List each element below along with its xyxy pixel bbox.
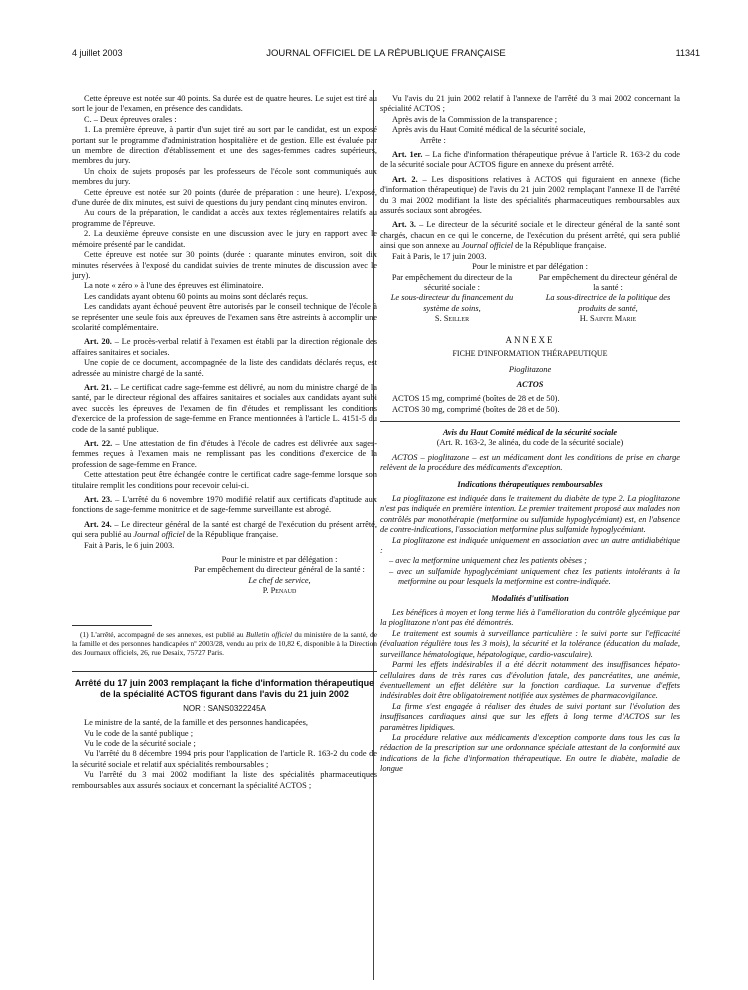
paragraph: Un choix de sujets proposés par les professeurs de l'école sont communiqués aux membres du jury. bbox=[72, 166, 377, 187]
paragraph: Le traitement est soumis à surveillance particulière : le suivi porte sur l'efficacité (évaluation régulière tous les 3 mois), la sécurité et la tolérance (éducation du malade, surveillance hématologique, hépatologique, cardio-vasculaire). bbox=[380, 628, 680, 659]
paragraph: La procédure relative aux médicaments d'exception comporte dans tous les cas la rédaction de la prescription sur une ordonnance spéciale attestant de la conformité aux indications de la fiche d'information thérapeutique. En outre le diabète, maladie de longue bbox=[380, 732, 680, 774]
article-24: Art. 24. – Le directeur général de la santé est chargé de l'exécution du présent arrêté, qui sera publié au Journal officiel de la République française. bbox=[72, 519, 377, 540]
signature-date: Fait à Paris, le 6 juin 2003. bbox=[84, 540, 175, 550]
paragraph: Vu l'avis du 21 juin 2002 relatif à l'annexe de l'arrêté du 3 mai 2002 concernant la spécialité ACTOS ; bbox=[380, 94, 680, 114]
paragraph: La firme s'est engagée à réaliser des études de suivi portant sur l'évolution des insuffisances cardiaques ainsi que sur les effets à long terme d'ACTOS sur les paramètres lipidiques. bbox=[380, 701, 680, 732]
indications-heading: Indications thérapeutiques remboursables bbox=[457, 479, 603, 489]
article-21: Art. 21. – Le certificat cadre sage-femme est délivré, au nom du ministre chargé de la santé, par le directeur régional des affaires sanitaires et sociales aux candidats ayant subi avec succès les épreuves de l'examen de fin d'études et remplissant les conditions d'exercice de la profession de sage-femme en France mentionnées à l'article L. 4151-5 du code de la santé publique. bbox=[72, 382, 377, 434]
paragraph: C. – Deux épreuves orales : bbox=[84, 114, 177, 124]
avis-text: ACTOS – pioglitazone – est un médicament dont les conditions de prise en charge relèvent de la procédure des médicaments d'exception. bbox=[380, 452, 680, 473]
paragraph: 2. La deuxième épreuve consiste en une discussion avec le jury en rapport avec le mémoire présenté par le candidat. bbox=[72, 229, 377, 249]
product-name: ACTOS bbox=[516, 379, 544, 389]
article-23: Art. 23. – L'arrêté du 6 novembre 1970 modifié relatif aux certificats d'aptitude aux fonctions de sage-femme monitrice et de sage-femme surveillante est abrogé. bbox=[72, 495, 377, 515]
drug-name: Pioglitazone bbox=[508, 365, 552, 375]
paragraph: Les bénéfices à moyen et long terme liés à l'amélioration du contrôle glycémique par la pioglitazone n'ont pas été démontrés. bbox=[380, 608, 680, 628]
paragraph: La pioglitazone est indiquée uniquement en association avec un autre antidiabétique : bbox=[380, 535, 680, 556]
signature-date: Fait à Paris, le 17 juin 2003. bbox=[392, 251, 487, 261]
paragraph: 1. La première épreuve, à partir d'un sujet tiré au sort par le candidat, est un exposé portant sur le programme d'administration hospitalière et de gestion. Elle est évaluée par un membre de direction d'établissement et une des sages-femmes cadres supérieurs, membres du jury. bbox=[72, 125, 377, 166]
left-column bbox=[72, 94, 377, 791]
annexe-heading: ANNEXE bbox=[505, 334, 555, 345]
paragraph: Les candidats ayant échoué peuvent être autorisés par le conseil technique de l'école à se représenter une seule fois aux épreuves de l'examen sans être astreints à accomplir une scolarité complémentaire. bbox=[72, 302, 377, 332]
signatory-name: S. Seiller bbox=[434, 314, 470, 324]
signature-block: Pour le ministre et par délégation : Par empêchement du directeur général de la santé : Le chef de service, P. Penaud bbox=[182, 555, 377, 597]
footnote-divider bbox=[72, 625, 152, 626]
signature-columns bbox=[380, 273, 680, 325]
paragraph: La pioglitazone est indiquée dans le traitement du diabète de type 2. La pioglitazone n'est pas indiquée en première intention. Le premier traitement proposé aux malades non contrôlés par monothérapie (metformine ou sulfamide hypoglycémiant) est, en l'absence de contre-indications, l'association metformine plus sulfamide hypoglycémiant. bbox=[380, 494, 680, 535]
avis-title: Avis du Haut Comité médical de la sécurité sociale bbox=[442, 427, 618, 437]
list-item: – avec un sulfamide hypoglycémiant uniquement chez les patients intolérants à la metformine ou pour lesquels la metformine est contre-indiquée. bbox=[398, 567, 680, 588]
paragraph: Vu le code de la sécurité sociale ; bbox=[84, 738, 196, 748]
paragraph: Vu l'arrêté du 3 mai 2002 modifiant la liste des spécialités pharmaceutiques remboursables aux assurés sociaux et concernant la spécialité ACTOS ; bbox=[72, 770, 377, 790]
indication-list bbox=[380, 556, 680, 587]
paragraph: Le ministre de la santé, de la famille et des personnes handicapées, bbox=[84, 718, 308, 728]
paragraph: Les candidats ayant obtenu 60 points au moins sont déclarés reçus. bbox=[84, 291, 308, 301]
paragraph: Cette épreuve est notée sur 40 points. Sa durée est de quatre heures. Le sujet est tiré au sort le jour de l'examen, en présence des candidats. bbox=[72, 94, 377, 114]
paragraph: Vu le code de la santé publique ; bbox=[84, 728, 194, 738]
fiche-heading: FICHE D'INFORMATION THÉRAPEUTIQUE bbox=[452, 348, 608, 358]
signatory-name: P. Penaud bbox=[262, 586, 297, 596]
arrete-title: Arrêté du 17 juin 2003 remplaçant la fiche d'information thérapeutique de la spécialité ACTOS figurant dans l'avis du 21 juin 2002 bbox=[74, 677, 375, 699]
article-20: Art. 20. – Le procès-verbal relatif à l'examen est établi par la direction régionale des affaires sanitaires et sociales. bbox=[72, 337, 377, 357]
avis-reference: (Art. R. 163-2, 3e alinéa, du code de la sécurité sociale) bbox=[436, 438, 624, 448]
arrete-heading: Arrête : bbox=[420, 135, 446, 145]
nor-reference: NOR : SANS0322245A bbox=[183, 703, 266, 713]
header-date: 4 juillet 2003 bbox=[72, 48, 123, 58]
signature-left: Par empêchement du directeur de la sécurité sociale : Le sous-directeur du financement du système de soins, S. Seiller bbox=[380, 273, 524, 325]
right-column bbox=[380, 94, 680, 775]
dosage-30: ACTOS 30 mg, comprimé (boîtes de 28 et de 50). bbox=[392, 404, 560, 414]
dosage-15: ACTOS 15 mg, comprimé (boîtes de 28 et de 50). bbox=[392, 394, 560, 404]
signatory-name: H. Sainte Marie bbox=[579, 314, 637, 324]
list-item: – avec la metformine uniquement chez les patients obèses ; bbox=[398, 556, 680, 566]
header-journal-title: JOURNAL OFFICIEL DE LA RÉPUBLIQUE FRANÇAISE bbox=[266, 48, 506, 59]
paragraph: Cette épreuve est notée sur 30 points (durée : quarante minutes environ, soit dix minutes réservées à l'exposé du candidat suivies de trente minutes de discussion avec le jury). bbox=[72, 250, 377, 280]
header-page-number: 11341 bbox=[675, 48, 700, 58]
paragraph: Une copie de ce document, accompagnée de la liste des candidats déclarés reçus, est adressée au ministre chargé de la santé. bbox=[72, 358, 377, 378]
paragraph: Parmi les effets indésirables il a été décrit notamment des insuffisances hépato-cellulaires dans de très rares cas d'évolution fatale, des pancréatites, une anémie, éventuellement un effet délétère sur la fonction cardiaque. La survenue d'effets indésirables doit être obligatoirement notifiée aux systèmes de pharmacovigilance. bbox=[380, 660, 680, 701]
paragraph: Au cours de la préparation, le candidat a accès aux textes réglementaires relatifs au programme de l'épreuve. bbox=[72, 208, 377, 228]
paragraph: Après avis du Haut Comité médical de la sécurité sociale, bbox=[392, 125, 586, 135]
modalites-heading: Modalités d'utilisation bbox=[491, 593, 569, 603]
section-divider bbox=[380, 421, 680, 422]
article-1: Art. 1er. – La fiche d'information thérapeutique prévue à l'article R. 163-2 du code de la sécurité sociale pour ACTOS figure en annexe du présent arrêté. bbox=[380, 150, 680, 170]
signature-main: Pour le ministre et par délégation : bbox=[472, 262, 588, 272]
paragraph: Cette attestation peut être échangée contre le certificat cadre sage-femme lorsque son titulaire remplit les conditions pour recevoir celui-ci. bbox=[72, 470, 377, 490]
paragraph: Après avis de la Commission de la transparence ; bbox=[392, 114, 558, 124]
paragraph: Cette épreuve est notée sur 20 points (durée de préparation : une heure). L'exposé, d'une durée de dix minutes, est suivi de questions du jury pendant cinq minutes environ. bbox=[72, 187, 377, 208]
section-divider bbox=[72, 671, 377, 672]
signature-right: Par empêchement du directeur général de la santé : La sous-directrice de la politique des produits de santé, H. Sainte Marie bbox=[536, 273, 680, 325]
article-2: Art. 2. – Les dispositions relatives à ACTOS qui figuraient en annexe (fiche d'information thérapeutique) de l'avis du 21 juin 2002 remplaçant l'annexe II de l'arrêté du 3 mai 2002 modifiant la liste des spécialités pharmaceutiques remboursables aux assurés sociaux sont abrogées. bbox=[380, 174, 680, 216]
page-header bbox=[72, 48, 700, 64]
paragraph: La note « zéro » à l'une des épreuves est éliminatoire. bbox=[84, 281, 264, 291]
article-3: Art. 3. – Le directeur de la sécurité sociale et le directeur général de la santé sont chargés, chacun en ce qui le concerne, de l'exécution du présent arrêté, qui sera publié ainsi que son annexe au Journal officiel de la République française. bbox=[380, 220, 680, 251]
footnote: (1) L'arrêté, accompagné de ses annexes, est publié au Bulletin officiel du ministère de la santé, de la famille et des personnes handicapées nº 2003/28, vendu au prix de 10,82 €, disponible à la Direction des Journaux officiels, 26, rue Desaix, 75727 Paris. bbox=[72, 629, 377, 657]
paragraph: Vu l'arrêté du 8 décembre 1994 pris pour l'application de l'article R. 163-2 du code de la sécurité sociale et relatif aux spécialités remboursables ; bbox=[72, 749, 377, 769]
article-22: Art. 22. – Une attestation de fin d'études à l'école de cadres est délivrée aux sages-femmes reçues à l'examen mais ne remplissant pas les conditions d'exercice de la profession de sage-femme en France. bbox=[72, 439, 377, 469]
